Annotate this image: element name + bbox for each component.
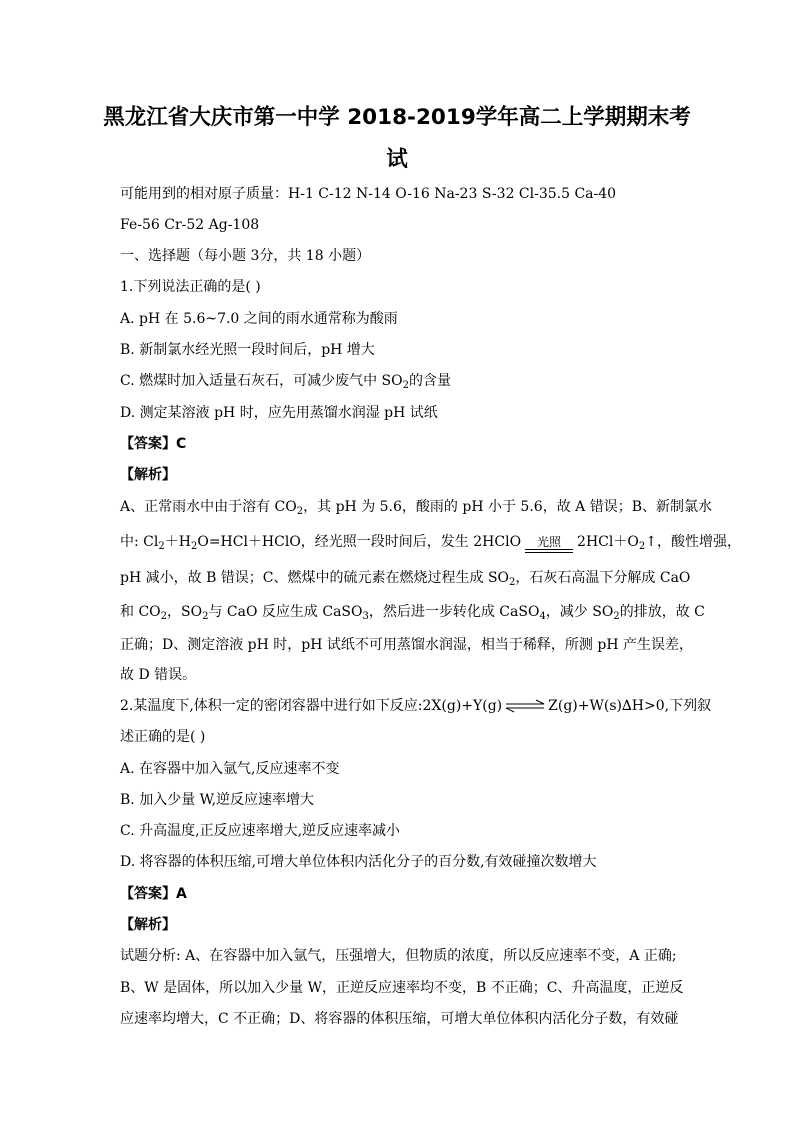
q1-explanation-line4	[120, 602, 705, 622]
q1-ex4-sub3: 3	[362, 611, 369, 622]
q1-ex1-a: A、正常雨水中由于溶有 CO	[120, 499, 297, 515]
q1-answer: 【答案】C	[120, 436, 187, 452]
q2-option-c: C. 升高温度,正反应速率增大,逆反应速率减小	[120, 823, 401, 839]
q2-analysis-label: 【解析】	[120, 917, 176, 933]
q1-c-text: C. 燃煤时加入适量石灰石，可减少废气中 SO	[120, 373, 403, 389]
q1-explanation-line1	[120, 497, 712, 517]
q1-explanation-line3	[120, 568, 690, 588]
q1-ex4-e: 与 CaO 反应生成 CaSO	[208, 604, 363, 620]
q1-ex4-c: ，SO	[167, 604, 203, 620]
q1-c-sub: 2	[402, 380, 410, 391]
q2-stem-a: 2.某温度下,体积一定的密闭容器中进行如下反应:2X(g)+Y(g)	[120, 698, 503, 714]
q2-option-a: A. 在容器中加入氩气,反应速率不变	[120, 761, 340, 777]
q1-ex2-sub1: 2	[158, 541, 165, 552]
reaction-condition-light: 光照	[525, 532, 573, 552]
q1-ex4-g: ，然后进一步转化成 CaSO	[368, 604, 540, 620]
q1-stem: 1.下列说法正确的是( )	[120, 279, 261, 295]
q1-ex2-sub3: 2	[638, 541, 646, 552]
atomic-masses-line1: 可能用到的相对原子质量：H-1 C-12 N-14 O-16 Na-23 S-32 Cl-35.5 Ca-40	[120, 186, 617, 202]
q2-stem-b: Z(g)+W(s)∆H>0,下列叙	[548, 698, 712, 714]
q1-ex4-k: 的排放，故 C	[619, 604, 705, 620]
q1-ex2-c: ＋H	[164, 534, 191, 550]
doc-title-line1: 黑龙江省大庆市第一中学 2018-2019学年高二上学期期末考	[103, 105, 691, 130]
q1-ex4-i: ，减少 SO	[545, 604, 614, 620]
q1-analysis-label: 【解析】	[120, 467, 176, 483]
q2-option-b: B. 加入少量 W,逆反应速率增大	[120, 792, 315, 808]
q1-ex4-a: 和 CO	[120, 604, 161, 620]
q1-ex2-h: ↑，酸性增强，	[645, 534, 741, 550]
q1-ex1-sub: 2	[296, 506, 304, 517]
q1-ex3-sub: 2	[509, 577, 516, 588]
q1-ex2-f: 2HCl＋O	[577, 534, 639, 550]
q1-ex4-sub4: 4	[539, 611, 546, 622]
q1-option-a: A. pH 在 5.6~7.0 之间的雨水通常称为酸雨	[120, 311, 398, 327]
q1-ex4-sub1: 2	[160, 611, 168, 622]
q2-option-d: D. 将容器的体积压缩,可增大单位体积内活化分子的百分数,有效碰撞次数增大	[120, 854, 597, 870]
q1-ex2-sub2: 2	[190, 541, 198, 552]
q2-explanation-line1: 试题分析: A、在容器中加入氩气，压强增大，但物质的浓度，所以反应速率不变，A 正确;	[120, 948, 677, 964]
equilibrium-arrow-icon	[504, 699, 546, 713]
doc-title-line2: 试	[386, 147, 408, 172]
q1-ex3-a: pH 减小，故 B 错误；C、燃煤中的硫元素在燃烧过程生成 SO	[120, 570, 510, 586]
q2-explanation-line3: 应速率均增大，C 不正确；D、将容器的体积压缩，可增大单位体积内活化分子数，有效碰	[120, 1011, 679, 1027]
q1-explanation-line6: 故 D 错误。	[120, 667, 197, 683]
q1-ex4-sub2: 2	[202, 611, 209, 622]
q1-ex2-e: O=HCl＋HClO，经光照一段时间后，发生 2HClO	[197, 534, 522, 550]
q2-explanation-line2: B、W 是固体，所以加入少量 W，正逆反应速率均不变，B 不正确；C、升高温度，正逆反	[120, 980, 684, 996]
q1-explanation-line2	[120, 532, 741, 552]
q1-option-d: D. 测定某溶液 pH 时，应先用蒸馏水润湿 pH 试纸	[120, 405, 438, 421]
q1-explanation-line5: 正确；D、测定溶液 pH 时，pH 试纸不可用蒸馏水润湿，相当于稀释，所测 pH 产生误差，	[120, 637, 693, 653]
q1-ex2-a: 中: Cl	[120, 534, 159, 550]
q2-answer: 【答案】A	[120, 886, 187, 902]
section-heading: 一、选择题（每小题 3分，共 18 小题）	[120, 248, 371, 264]
q1-option-b: B. 新制氯水经光照一段时间后，pH 增大	[120, 342, 375, 358]
q1-ex1-c: ，其 pH 为 5.6，酸雨的 pH 小于 5.6，故 A 错误；B、新制氯水	[303, 499, 712, 515]
q2-stem-line1	[120, 696, 711, 716]
q2-stem-line2: 述正确的是( )	[120, 729, 206, 745]
q1-ex3-c: ，石灰石高温下分解成 CaO	[515, 570, 691, 586]
q1-option-c	[120, 371, 451, 391]
atomic-masses-line2: Fe-56 Cr-52 Ag-108	[120, 217, 260, 233]
q1-ex4-sub5: 2	[613, 611, 620, 622]
q1-c-text-end: 的含量	[409, 373, 452, 389]
